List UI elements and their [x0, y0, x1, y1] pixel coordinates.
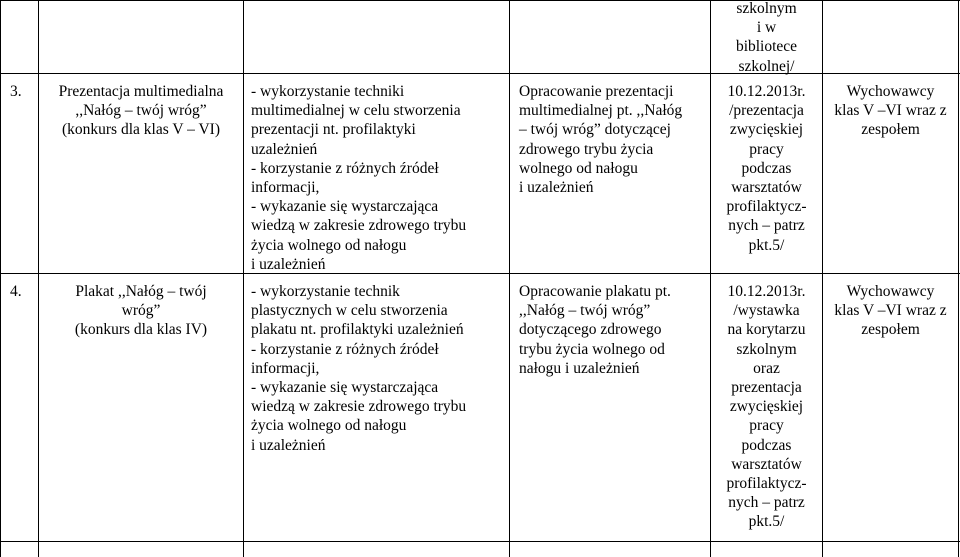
table-row-divider: [0, 273, 960, 274]
text-line: zwycięskiej: [729, 121, 804, 139]
text-line: (konkurs dla klas V – VI): [61, 121, 220, 139]
row-number: 3.: [10, 83, 22, 100]
text-line: (konkurs dla klas IV): [74, 321, 208, 339]
text-line: /wystawka: [733, 302, 800, 320]
text-line: podczas: [741, 159, 792, 177]
text-line: 10.12.2013r.: [727, 283, 806, 300]
text-line: - wykazanie się wystarczająca: [251, 379, 439, 397]
row-number: 4.: [10, 283, 22, 300]
text-line: pracy: [749, 417, 784, 435]
text-line: i uzależnień: [251, 436, 326, 454]
date-cell: [711, 282, 822, 532]
responsible-cell: [823, 282, 958, 340]
text-line: Opracowanie plakatu pt.: [519, 283, 671, 300]
methods-cell: [251, 82, 466, 274]
text-line: wolnego od nałogu: [519, 159, 638, 177]
text-line: bibliotece: [735, 38, 798, 56]
date-cell-continuation: [711, 0, 822, 76]
text-line: szkolnym: [736, 340, 797, 358]
text-line: ,,Nałóg – twój wróg”: [519, 302, 651, 320]
table-border-left: [0, 0, 1, 557]
text-line: - korzystanie z różnych źródeł: [251, 340, 439, 358]
table-border-bottom: [0, 541, 960, 542]
text-line: szkolnym: [736, 0, 797, 17]
text-line: - wykazanie się wystarczająca: [251, 198, 439, 216]
outcome-cell: [519, 82, 682, 197]
text-line: dotyczącego zdrowego: [519, 321, 662, 339]
text-line: pkt.5/: [748, 236, 785, 254]
text-line: szkolnej/: [738, 57, 795, 75]
column-divider: [509, 0, 510, 557]
text-line: - wykorzystanie techniki: [251, 83, 405, 100]
text-line: profilaktycz-: [726, 198, 807, 216]
text-line: nałogu i uzależnień: [519, 359, 640, 377]
text-line: nych – patrz: [728, 494, 805, 512]
text-line: nych – patrz: [728, 217, 805, 235]
text-line: zwycięskiej: [729, 398, 804, 416]
text-line: prezentacji nt. profilaktyki: [251, 121, 416, 139]
responsible-cell: [823, 82, 958, 140]
text-line: Wychowawcy: [846, 283, 935, 300]
text-line: warsztatów: [731, 179, 802, 197]
text-line: wiedzą w zakresie zdrowego trybu: [251, 217, 467, 235]
text-line: pkt.5/: [748, 513, 785, 531]
text-line: i w: [756, 19, 777, 37]
text-line: wróg”: [121, 302, 161, 320]
text-line: Plakat ,,Nałóg – twój: [75, 283, 207, 300]
text-line: - wykorzystanie technik: [251, 283, 400, 300]
text-line: multimedialnej w celu stworzenia: [251, 102, 461, 120]
text-line: - korzystanie z różnych źródeł: [251, 159, 439, 177]
column-divider: [243, 0, 244, 557]
text-line: warsztatów: [731, 455, 802, 473]
text-line: informacji,: [251, 179, 320, 197]
text-line: i uzależnień: [519, 179, 594, 197]
table-border-right: [958, 0, 959, 557]
text-line: zespołem: [861, 121, 920, 139]
text-line: Opracowanie prezentacji: [519, 83, 674, 100]
methods-cell: [251, 282, 466, 455]
text-line: uzależnień: [251, 140, 318, 158]
text-line: Wychowawcy: [846, 83, 935, 100]
activity-cell: [39, 282, 243, 340]
text-line: zdrowego trybu życia: [519, 140, 654, 158]
text-line: zespołem: [861, 321, 920, 339]
text-line: życia wolnego od nałogu: [251, 236, 407, 254]
activity-cell: [39, 82, 243, 140]
text-line: plastycznych w celu stworzenia: [251, 302, 448, 320]
text-line: /prezentacja: [729, 102, 804, 120]
text-line: wiedzą w zakresie zdrowego trybu: [251, 398, 467, 416]
text-line: prezentacja: [731, 379, 802, 397]
text-line: profilaktycz-: [726, 475, 807, 493]
text-line: informacji,: [251, 359, 320, 377]
text-line: na korytarzu: [727, 321, 806, 339]
text-line: 10.12.2013r.: [727, 83, 806, 100]
text-line: życia wolnego od nałogu: [251, 417, 407, 435]
text-line: klas V –VI wraz z: [834, 102, 947, 120]
text-line: podczas: [741, 436, 792, 454]
text-line: klas V –VI wraz z: [834, 302, 947, 320]
text-line: trybu życia wolnego od: [519, 340, 665, 358]
outcome-cell: [519, 282, 671, 378]
text-line: oraz: [753, 359, 780, 377]
date-cell: [711, 82, 822, 255]
text-line: – twój wróg” dotyczącej: [519, 121, 671, 139]
text-line: i uzależnień: [251, 255, 326, 273]
text-line: Prezentacja multimedialna: [58, 83, 224, 100]
text-line: plakatu nt. profilaktyki uzależnień: [251, 321, 464, 339]
text-line: multimedialnej pt. ,,Nałóg: [519, 102, 683, 120]
text-line: pracy: [749, 140, 784, 158]
text-line: ,,Nałóg – twój wróg”: [75, 102, 207, 120]
